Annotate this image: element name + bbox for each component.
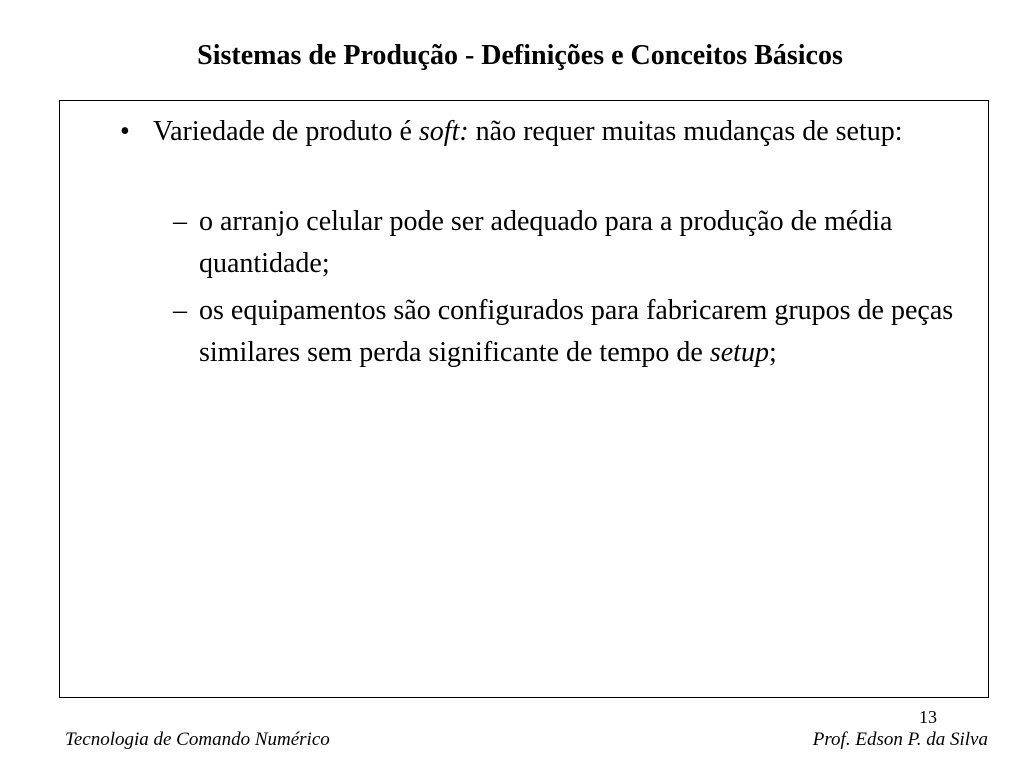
bullet-text-italic: soft: [418,116,469,147]
slide-title: Sistemas de Produção - Definições e Conceitos Básicos [197,40,843,71]
page-number: 13 [919,707,937,727]
bullet-mark: • [120,116,130,147]
footer-course-name: Tecnologia de Comando Numérico [65,729,330,750]
bullet-item [120,111,983,153]
content-frame [59,100,989,698]
sub-bullet-text-italic: setup [709,337,769,368]
dash-mark: – [173,206,187,237]
sub-bullet-text: o arranjo celular pode ser adequado para a produção de média quantidade; [199,206,893,279]
sub-bullet-item-1 [173,201,979,285]
bullet-text-end: não requer muitas mudanças de setup: [468,116,903,147]
dash-mark: – [173,295,187,326]
bullet-text-start: Variedade de produto é [153,116,419,147]
sub-bullet-item-2 [173,290,979,374]
sub-bullet-text-start: os equipamentos são configurados para fabricarem grupos de peças similares sem perda significante de tempo de [199,295,954,368]
footer-author: Prof. Edson P. da Silva [812,729,988,750]
sub-bullet-text-end: ; [768,337,777,368]
